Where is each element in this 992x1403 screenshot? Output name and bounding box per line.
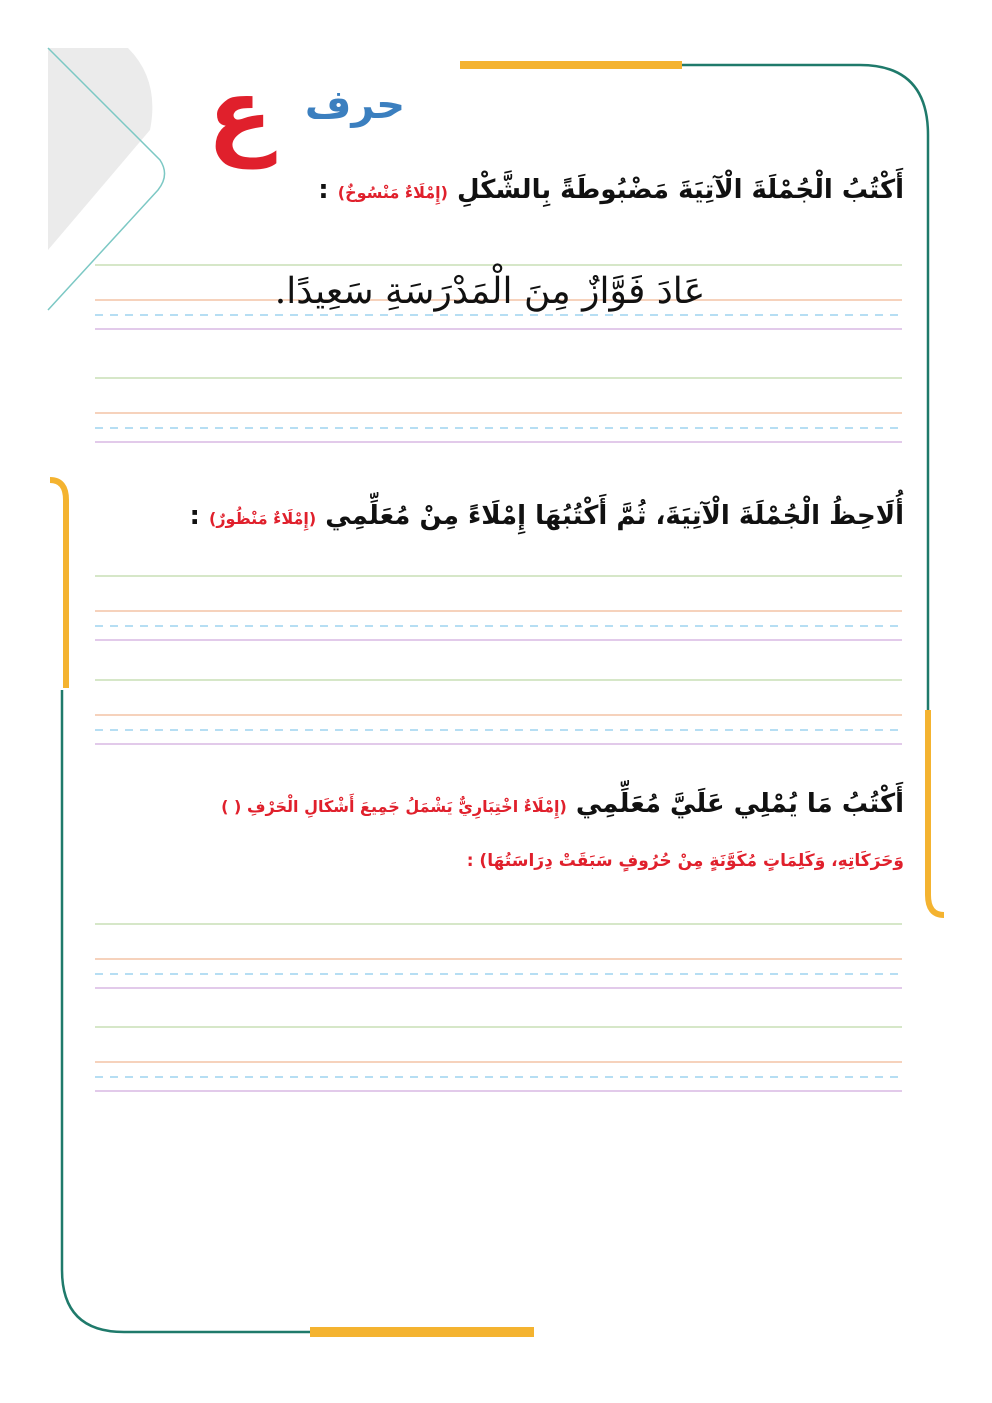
section3-instruction-text: أَكْتُبُ مَا يُمْلِي عَلَيَّ مُعَلِّمِي: [575, 789, 904, 819]
section2-note: (إِمْلَاءٌ مَنْظُورٌ): [209, 509, 317, 528]
section2-instruction: [190, 496, 904, 539]
section3-note-line1: (إِمْلَاءٌ اخْتِبَارِيٌّ يَشْمَلُ جَمِيعَ أَشْكَالِ الْحَرْفِ ( ): [221, 797, 567, 816]
model-sentence: عَادَ فَوَّازٌ مِنَ الْمَدْرَسَةِ سَعِيدًا.: [274, 271, 706, 312]
section3-instruction: [221, 784, 904, 827]
section3-note-line2: وَحَرَكَاتِهِ، وَكَلِمَاتٍ مُكَوَّنَةٍ مِنْ حُرُوفٍ سَبَقَتْ دِرَاسَتُهَا) :: [466, 851, 904, 871]
section1-note: (إِمْلَاءٌ مَنْسُوخٌ): [337, 183, 448, 202]
section1-instruction-text: أَكْتُبُ الْجُمْلَةَ الْآتِيَةَ مَضْبُوطَةً بِالشَّكْلِ: [457, 175, 904, 205]
section2-instruction-text: أُلَاحِظُ الْجُمْلَةَ الْآتِيَةَ، ثُمَّ أَكْتُبُهَا إِمْلَاءً مِنْ مُعَلِّمِي: [325, 501, 904, 531]
section2-suffix: :: [189, 501, 200, 531]
section1-instruction: [318, 170, 904, 213]
section1-suffix: :: [318, 175, 329, 205]
header-word: حرف: [304, 82, 406, 128]
header-letter: ع: [207, 57, 273, 169]
